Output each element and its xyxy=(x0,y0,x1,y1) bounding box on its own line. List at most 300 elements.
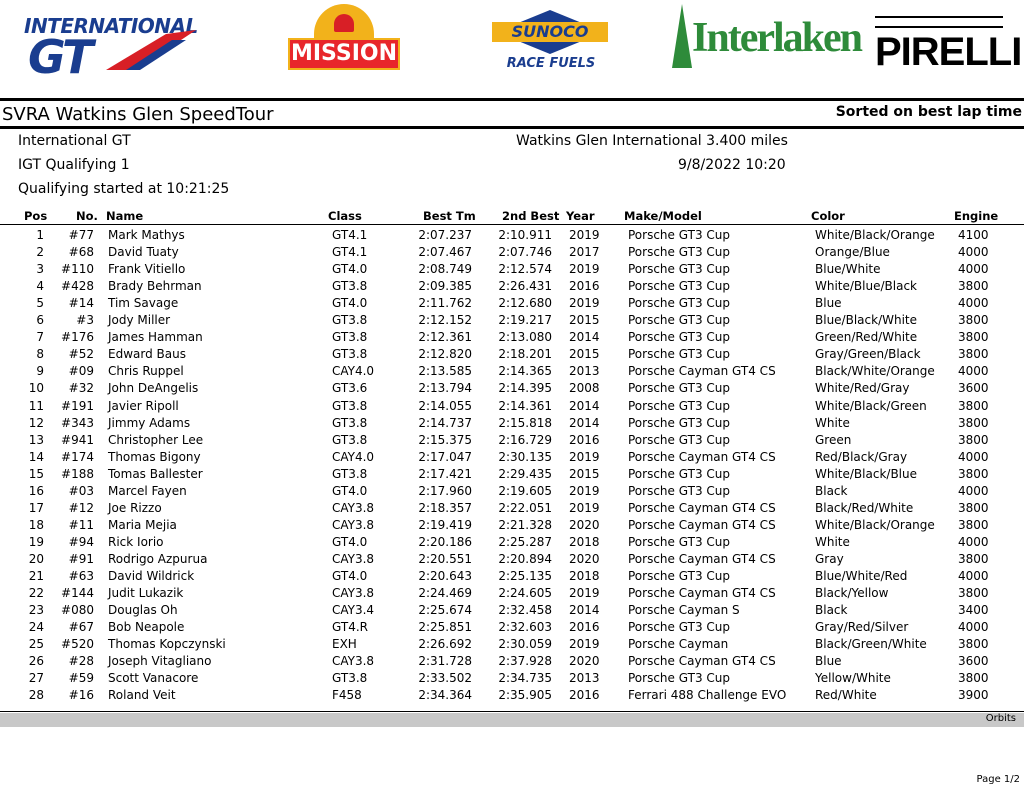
cell-color: Black/Red/White xyxy=(815,500,914,515)
cell-engine: 3800 xyxy=(958,398,989,413)
cell-best-time: 2:14.737 xyxy=(418,415,472,430)
cell-best-time: 2:09.385 xyxy=(418,279,472,294)
cell-second-best: 2:30.135 xyxy=(498,449,552,464)
cell-color: Black/Green/White xyxy=(815,637,927,652)
cell-make-model: Porsche GT3 Cup xyxy=(628,262,730,277)
cell-year: 2019 xyxy=(569,262,600,277)
cell-class: EXH xyxy=(332,637,357,652)
cell-year: 2016 xyxy=(569,620,600,635)
pirelli-logo-text: PIRELLI xyxy=(875,30,1022,74)
cell-best-time: 2:20.186 xyxy=(418,534,472,549)
cell-color: White/Black/Blue xyxy=(815,466,917,481)
table-row xyxy=(0,654,1024,671)
cell-best-time: 2:34.364 xyxy=(418,688,472,703)
cell-year: 2019 xyxy=(569,637,600,652)
table-row xyxy=(0,313,1024,330)
cell-driver-name: Joseph Vitagliano xyxy=(108,654,212,669)
cell-class: GT3.8 xyxy=(332,432,368,447)
cell-make-model: Porsche Cayman GT4 CS xyxy=(628,449,776,464)
cell-car-number: #428 xyxy=(61,279,94,294)
table-row xyxy=(0,552,1024,569)
cell-year: 2020 xyxy=(569,517,600,532)
cell-pos: 4 xyxy=(36,279,44,294)
cell-year: 2016 xyxy=(569,432,600,447)
cell-class: GT3.8 xyxy=(332,466,368,481)
cell-color: Red/White xyxy=(815,688,877,703)
cell-car-number: #191 xyxy=(61,398,94,413)
cell-year: 2016 xyxy=(569,279,600,294)
checkered-stripe-icon xyxy=(106,30,196,70)
cell-car-number: #68 xyxy=(68,245,94,260)
cell-class: GT3.8 xyxy=(332,279,368,294)
table-row xyxy=(0,381,1024,398)
cell-make-model: Porsche GT3 Cup xyxy=(628,381,730,396)
cell-make-model: Porsche GT3 Cup xyxy=(628,432,730,447)
cell-best-time: 2:25.674 xyxy=(418,603,472,618)
cell-year: 2019 xyxy=(569,586,600,601)
cell-color: Green xyxy=(815,432,852,447)
cell-best-time: 2:12.152 xyxy=(418,313,472,328)
cell-best-time: 2:18.357 xyxy=(418,500,472,515)
cell-engine: 4000 xyxy=(958,534,989,549)
cell-engine: 3800 xyxy=(958,671,989,686)
cell-best-time: 2:07.237 xyxy=(418,228,472,242)
cell-pos: 18 xyxy=(28,517,44,532)
cell-best-time: 2:13.794 xyxy=(418,381,472,396)
cell-best-time: 2:24.469 xyxy=(418,586,472,601)
col-header-engine: Engine xyxy=(954,209,999,223)
table-row xyxy=(0,364,1024,381)
cell-engine: 3800 xyxy=(958,466,989,481)
table-row xyxy=(0,586,1024,603)
cell-driver-name: Roland Veit xyxy=(108,688,176,703)
cell-engine: 3800 xyxy=(958,330,989,345)
cell-best-time: 2:26.692 xyxy=(418,637,472,652)
sort-label: Sorted on best lap time xyxy=(835,104,1022,120)
cell-year: 2014 xyxy=(569,415,600,430)
cell-color: White/Red/Gray xyxy=(815,381,910,396)
cell-best-time: 2:31.728 xyxy=(418,654,472,669)
cell-make-model: Porsche GT3 Cup xyxy=(628,620,730,635)
cell-best-time: 2:14.055 xyxy=(418,398,472,413)
interlaken-logo-text: Interlaken xyxy=(692,15,861,61)
cell-engine: 3800 xyxy=(958,517,989,532)
cell-car-number: #28 xyxy=(68,654,94,669)
cell-class: GT3.8 xyxy=(332,330,368,345)
cell-second-best: 2:10.911 xyxy=(498,228,552,242)
cell-make-model: Ferrari 488 Challenge EVO xyxy=(628,688,787,703)
cell-class: GT4.0 xyxy=(332,262,368,277)
cell-driver-name: Marcel Fayen xyxy=(108,483,187,498)
cell-engine: 3800 xyxy=(958,500,989,515)
cell-color: Black xyxy=(815,483,848,498)
cell-pos: 28 xyxy=(28,688,44,703)
cell-year: 2019 xyxy=(569,228,600,242)
cell-pos: 16 xyxy=(28,483,44,498)
cell-car-number: #09 xyxy=(68,364,94,379)
cell-color: White xyxy=(815,534,850,549)
cell-engine: 4000 xyxy=(958,245,989,260)
cell-car-number: #63 xyxy=(68,569,94,583)
track-name: Watkins Glen International 3.400 miles xyxy=(516,133,788,149)
table-row xyxy=(0,501,1024,518)
cell-year: 2015 xyxy=(569,313,600,328)
cell-pos: 27 xyxy=(28,671,44,686)
cell-driver-name: Jimmy Adams xyxy=(108,415,191,430)
cell-class: CAY3.8 xyxy=(332,654,375,669)
cell-color: Black xyxy=(815,603,848,618)
col-header-name: Name xyxy=(106,209,144,223)
cell-second-best: 2:35.905 xyxy=(498,688,552,703)
cell-driver-name: David Wildrick xyxy=(108,569,195,583)
cell-class: CAY3.8 xyxy=(332,517,375,532)
cell-driver-name: Judit Lukazik xyxy=(108,586,184,601)
cell-pos: 7 xyxy=(36,330,44,345)
cell-class: CAY3.4 xyxy=(332,603,375,618)
cell-driver-name: Douglas Oh xyxy=(108,603,178,618)
col-header-no: No. xyxy=(76,209,98,223)
table-row xyxy=(0,450,1024,467)
cell-engine: 3800 xyxy=(958,432,989,447)
table-row xyxy=(0,296,1024,313)
cell-car-number: #11 xyxy=(68,517,94,532)
cell-make-model: Porsche Cayman GT4 CS xyxy=(628,654,776,669)
cell-driver-name: Thomas Kopczynski xyxy=(108,637,226,652)
cell-driver-name: Thomas Bigony xyxy=(108,449,201,464)
table-row xyxy=(0,347,1024,364)
cell-engine: 3800 xyxy=(958,551,989,566)
table-row xyxy=(0,262,1024,279)
cell-car-number: #520 xyxy=(61,637,94,652)
cell-second-best: 2:12.680 xyxy=(498,296,552,311)
cell-best-time: 2:20.551 xyxy=(418,551,472,566)
cell-second-best: 2:29.435 xyxy=(498,466,552,481)
table-row xyxy=(0,399,1024,416)
cell-make-model: Porsche Cayman GT4 CS xyxy=(628,551,776,566)
cell-year: 2019 xyxy=(569,449,600,464)
cell-car-number: #174 xyxy=(61,449,94,464)
cell-car-number: #94 xyxy=(68,534,94,549)
cell-car-number: #144 xyxy=(61,586,94,601)
table-row xyxy=(0,671,1024,688)
sunoco-logo-subtext: RACE FUELS xyxy=(506,56,596,71)
cell-make-model: Porsche GT3 Cup xyxy=(628,466,730,481)
event-title: SVRA Watkins Glen SpeedTour xyxy=(2,104,274,125)
cell-car-number: #12 xyxy=(68,500,94,515)
cell-class: GT4.R xyxy=(332,620,368,635)
mission-logo xyxy=(288,0,400,90)
cell-engine: 3800 xyxy=(958,313,989,328)
cell-second-best: 2:22.051 xyxy=(498,500,552,515)
cell-make-model: Porsche Cayman xyxy=(628,637,729,652)
session-datetime: 9/8/2022 10:20 xyxy=(678,157,786,173)
cell-best-time: 2:20.643 xyxy=(418,569,472,583)
table-row xyxy=(0,637,1024,654)
cell-color: Green/Red/White xyxy=(815,330,918,345)
cell-class: CAY3.8 xyxy=(332,586,375,601)
cell-class: GT4.0 xyxy=(332,483,368,498)
table-row xyxy=(0,518,1024,535)
cell-year: 2014 xyxy=(569,603,600,618)
cell-year: 2018 xyxy=(569,569,600,583)
sunoco-logo xyxy=(488,0,613,90)
table-row xyxy=(0,620,1024,637)
cell-best-time: 2:13.585 xyxy=(418,364,472,379)
cell-class: GT3.8 xyxy=(332,415,368,430)
cell-make-model: Porsche GT3 Cup xyxy=(628,296,730,311)
cell-color: Orange/Blue xyxy=(815,245,890,260)
cell-class: F458 xyxy=(332,688,362,703)
cell-engine: 4000 xyxy=(958,483,989,498)
footer-bar xyxy=(0,713,1024,727)
cell-pos: 11 xyxy=(28,398,44,413)
cell-second-best: 2:37.928 xyxy=(498,654,552,669)
cell-make-model: Porsche GT3 Cup xyxy=(628,415,730,430)
cell-car-number: #03 xyxy=(68,483,94,498)
international-gt-logo xyxy=(10,0,200,90)
cell-pos: 17 xyxy=(28,500,44,515)
cell-class: GT4.0 xyxy=(332,534,368,549)
cell-color: Gray/Red/Silver xyxy=(815,620,909,635)
cell-color: White/Black/Orange xyxy=(815,228,935,242)
cell-second-best: 2:26.431 xyxy=(498,279,552,294)
cell-driver-name: John DeAngelis xyxy=(108,381,199,396)
igt-logo-line2: GT xyxy=(28,30,91,84)
cell-car-number: #176 xyxy=(61,330,94,345)
cell-best-time: 2:19.419 xyxy=(418,517,472,532)
cell-year: 2014 xyxy=(569,398,600,413)
cell-best-time: 2:25.851 xyxy=(418,620,472,635)
cell-second-best: 2:13.080 xyxy=(498,330,552,345)
cell-second-best: 2:14.395 xyxy=(498,381,552,396)
cell-year: 2019 xyxy=(569,500,600,515)
cell-make-model: Porsche GT3 Cup xyxy=(628,569,730,583)
cell-pos: 1 xyxy=(36,228,44,242)
cell-class: CAY4.0 xyxy=(332,449,375,464)
sunoco-logo-text: SUNOCO xyxy=(511,22,589,41)
cell-make-model: Porsche Cayman GT4 CS xyxy=(628,500,776,515)
table-bottom-rule xyxy=(0,711,1024,712)
cell-car-number: #59 xyxy=(68,671,94,686)
cell-best-time: 2:17.960 xyxy=(418,483,472,498)
cell-car-number: #16 xyxy=(68,688,94,703)
cell-make-model: Porsche GT3 Cup xyxy=(628,534,730,549)
cell-engine: 4000 xyxy=(958,262,989,277)
cell-engine: 3800 xyxy=(958,279,989,294)
cell-car-number: #77 xyxy=(68,228,94,242)
cell-year: 2013 xyxy=(569,671,600,686)
cell-make-model: Porsche GT3 Cup xyxy=(628,279,730,294)
cell-year: 2016 xyxy=(569,688,600,703)
cell-class: GT3.8 xyxy=(332,398,368,413)
cell-color: Red/Black/Gray xyxy=(815,449,908,464)
cell-car-number: #941 xyxy=(61,432,94,447)
table-row xyxy=(0,416,1024,433)
cell-best-time: 2:07.467 xyxy=(418,245,472,260)
cell-pos: 14 xyxy=(28,449,44,464)
cell-second-best: 2:20.894 xyxy=(498,551,552,566)
cell-year: 2017 xyxy=(569,245,600,260)
cell-engine: 4000 xyxy=(958,364,989,379)
cell-class: GT4.1 xyxy=(332,245,368,260)
cell-driver-name: David Tuaty xyxy=(108,245,179,260)
cell-pos: 2 xyxy=(36,245,44,260)
cell-second-best: 2:25.287 xyxy=(498,534,552,549)
cell-class: GT3.8 xyxy=(332,671,368,686)
cell-driver-name: Bob Neapole xyxy=(108,620,185,635)
cell-car-number: #188 xyxy=(61,466,94,481)
cell-color: Blue/White xyxy=(815,262,881,277)
series-name: International GT xyxy=(18,133,131,149)
cell-driver-name: Joe Rizzo xyxy=(108,500,162,515)
cell-color: Blue xyxy=(815,654,842,669)
cell-make-model: Porsche GT3 Cup xyxy=(628,228,730,242)
cell-class: GT4.1 xyxy=(332,228,368,242)
cell-pos: 20 xyxy=(28,551,44,566)
cell-driver-name: Mark Mathys xyxy=(108,228,185,242)
cell-color: Yellow/White xyxy=(815,671,891,686)
session-start-time: Qualifying started at 10:21:25 xyxy=(18,181,230,197)
cell-class: GT3.8 xyxy=(332,347,368,362)
table-row xyxy=(0,603,1024,620)
cell-color: White/Blue/Black xyxy=(815,279,917,294)
cell-engine: 4100 xyxy=(958,228,989,242)
cell-engine: 3600 xyxy=(958,654,989,669)
cell-make-model: Porsche GT3 Cup xyxy=(628,313,730,328)
table-row xyxy=(0,433,1024,450)
cell-driver-name: Javier Ripoll xyxy=(108,398,179,413)
cell-class: GT3.6 xyxy=(332,381,368,396)
pirelli-logo-line xyxy=(875,16,1003,28)
top-rule xyxy=(0,98,1024,101)
cell-second-best: 2:21.328 xyxy=(498,517,552,532)
cell-car-number: #91 xyxy=(68,551,94,566)
cell-class: CAY3.8 xyxy=(332,551,375,566)
cell-pos: 24 xyxy=(28,620,44,635)
cell-color: Blue/White/Red xyxy=(815,569,908,583)
cell-year: 2019 xyxy=(569,296,600,311)
table-row xyxy=(0,569,1024,586)
table-row xyxy=(0,228,1024,245)
page-number: Page 1/2 xyxy=(976,774,1020,785)
cell-second-best: 2:18.201 xyxy=(498,347,552,362)
cell-car-number: #080 xyxy=(61,603,94,618)
cell-color: White/Black/Orange xyxy=(815,517,935,532)
col-header-best-time: Best Tm xyxy=(423,209,476,223)
cell-second-best: 2:34.735 xyxy=(498,671,552,686)
cell-car-number: #32 xyxy=(68,381,94,396)
cell-year: 2015 xyxy=(569,347,600,362)
cell-driver-name: Scott Vanacore xyxy=(108,671,199,686)
cell-color: Gray/Green/Black xyxy=(815,347,921,362)
cell-pos: 6 xyxy=(36,313,44,328)
col-header-make-model: Make/Model xyxy=(624,209,702,223)
cell-color: White xyxy=(815,415,850,430)
cell-year: 2013 xyxy=(569,364,600,379)
mission-logo-text: MISSION xyxy=(290,41,398,66)
cell-engine: 4000 xyxy=(958,569,989,583)
cell-driver-name: Christopher Lee xyxy=(108,432,204,447)
table-row xyxy=(0,688,1024,705)
cell-engine: 4000 xyxy=(958,296,989,311)
table-header-rule xyxy=(0,224,1024,225)
cell-best-time: 2:33.502 xyxy=(418,671,472,686)
table-row xyxy=(0,467,1024,484)
cell-pos: 12 xyxy=(28,415,44,430)
cell-make-model: Porsche Cayman GT4 CS xyxy=(628,586,776,601)
cell-year: 2018 xyxy=(569,534,600,549)
cell-pos: 5 xyxy=(36,296,44,311)
cell-color: Black/Yellow xyxy=(815,586,889,601)
cell-car-number: #14 xyxy=(68,296,94,311)
cell-class: CAY4.0 xyxy=(332,364,375,379)
cell-second-best: 2:14.365 xyxy=(498,364,552,379)
cell-second-best: 2:32.603 xyxy=(498,620,552,635)
cell-car-number: #3 xyxy=(76,313,94,328)
cell-engine: 3900 xyxy=(958,688,989,703)
session-name: IGT Qualifying 1 xyxy=(18,157,130,173)
cell-pos: 10 xyxy=(28,381,44,396)
cell-driver-name: Edward Baus xyxy=(108,347,186,362)
cell-class: GT4.0 xyxy=(332,569,368,583)
cell-driver-name: Frank Vitiello xyxy=(108,262,186,277)
cell-pos: 8 xyxy=(36,347,44,362)
cell-second-best: 2:24.605 xyxy=(498,586,552,601)
cell-pos: 3 xyxy=(36,262,44,277)
cell-car-number: #52 xyxy=(68,347,94,362)
cell-year: 2014 xyxy=(569,330,600,345)
cell-best-time: 2:08.749 xyxy=(418,262,472,277)
table-row xyxy=(0,245,1024,262)
cell-engine: 4000 xyxy=(958,620,989,635)
cell-make-model: Porsche Cayman GT4 CS xyxy=(628,517,776,532)
cell-second-best: 2:14.361 xyxy=(498,398,552,413)
cell-pos: 15 xyxy=(28,466,44,481)
cell-pos: 13 xyxy=(28,432,44,447)
cell-color: Blue xyxy=(815,296,842,311)
cell-year: 2008 xyxy=(569,381,600,396)
cell-engine: 4000 xyxy=(958,449,989,464)
col-header-pos: Pos xyxy=(24,209,48,223)
cell-engine: 3800 xyxy=(958,637,989,652)
cell-color: Black/White/Orange xyxy=(815,364,935,379)
cell-year: 2020 xyxy=(569,654,600,669)
cell-car-number: #110 xyxy=(61,262,94,277)
cell-make-model: Porsche GT3 Cup xyxy=(628,483,730,498)
cell-second-best: 2:32.458 xyxy=(498,603,552,618)
col-header-second-best: 2nd Best xyxy=(502,209,560,223)
cell-engine: 3600 xyxy=(958,381,989,396)
cell-best-time: 2:17.421 xyxy=(418,466,472,481)
cell-second-best: 2:15.818 xyxy=(498,415,552,430)
cell-driver-name: Chris Ruppel xyxy=(108,364,184,379)
cell-best-time: 2:12.361 xyxy=(418,330,472,345)
cell-best-time: 2:11.762 xyxy=(418,296,472,311)
col-header-class: Class xyxy=(328,209,362,223)
col-header-color: Color xyxy=(811,209,845,223)
cell-pos: 22 xyxy=(28,586,44,601)
cell-pos: 23 xyxy=(28,603,44,618)
cell-pos: 26 xyxy=(28,654,44,669)
cell-pos: 19 xyxy=(28,534,44,549)
cell-make-model: Porsche GT3 Cup xyxy=(628,330,730,345)
pirelli-logo xyxy=(875,0,1022,90)
cell-class: CAY3.8 xyxy=(332,500,375,515)
cell-color: Gray xyxy=(815,551,844,566)
cell-second-best: 2:07.746 xyxy=(498,245,552,260)
cell-pos: 25 xyxy=(28,637,44,652)
cell-pos: 21 xyxy=(28,569,44,583)
